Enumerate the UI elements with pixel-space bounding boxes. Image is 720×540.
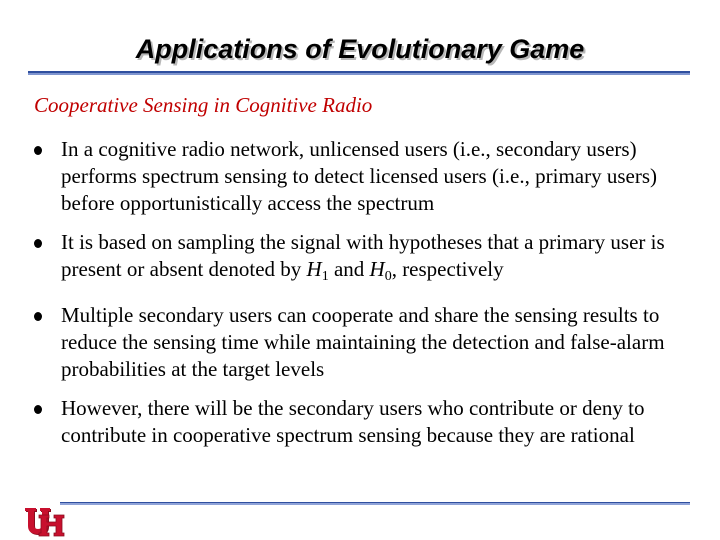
bullet-dot-icon (34, 239, 42, 248)
bullet-item (34, 395, 694, 449)
hypothesis-h0-var: H (369, 257, 385, 281)
hypothesis-h0-subscript: 0 (384, 269, 392, 284)
bullet-dot-icon (34, 312, 42, 321)
hypothesis-h1-subscript: 1 (321, 269, 329, 284)
bullet-text-before: It is based on sampling the signal with hypotheses that a primary user is present or absent denoted by (61, 230, 665, 281)
bullet-list (34, 136, 694, 461)
hypothesis-h1-var: H (306, 257, 322, 281)
bullet-item (34, 229, 694, 290)
bullet-dot-icon (34, 146, 42, 155)
footer-rule (60, 502, 690, 505)
interlocking-uh-logo-icon (24, 506, 66, 538)
bullet-text-mid: and (328, 257, 370, 281)
title-underline (28, 71, 690, 75)
bullet-item (34, 136, 694, 217)
section-subtitle: Cooperative Sensing in Cognitive Radio (34, 93, 373, 117)
bullet-text: In a cognitive radio network, unlicensed users (i.e., secondary users) performs spectrum sensing to detect licensed users (i.e., primary users) before opportunistically access the spectrum (61, 137, 657, 215)
bullet-text-after: , respectively (391, 257, 504, 281)
bullet-text: However, there will be the secondary users who contribute or deny to contribute in cooperative spectrum sensing because they are rational (61, 396, 645, 447)
slide-title: Applications of Evolutionary Game (135, 34, 585, 64)
bullet-dot-icon (34, 405, 42, 414)
bullet-text: Multiple secondary users can cooperate and share the sensing results to reduce the sensing time while maintaining the detection and false-alarm probabilities at the target levels (61, 303, 665, 381)
bullet-item (34, 302, 694, 383)
